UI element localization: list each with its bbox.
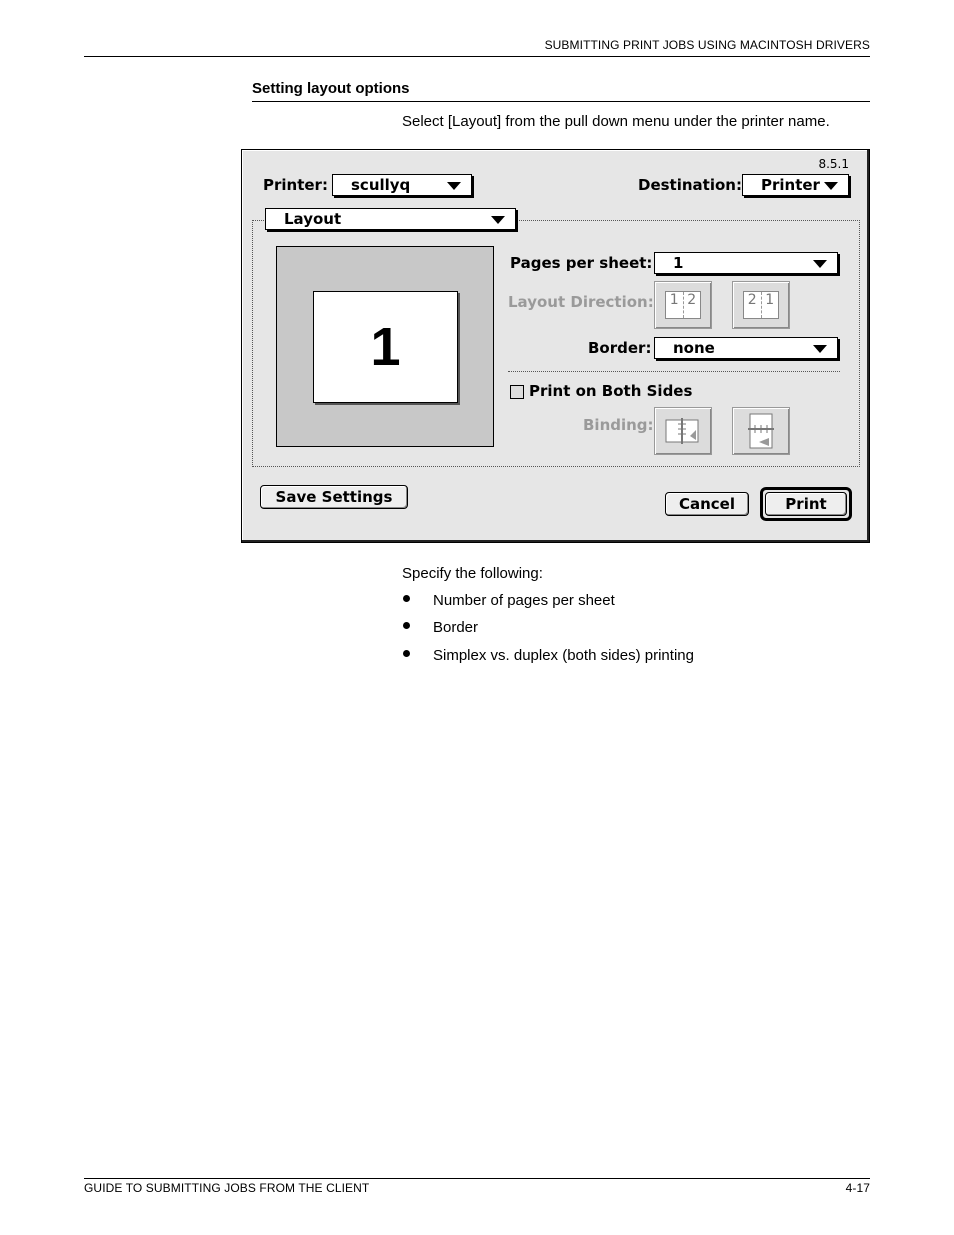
preview-sheet [313, 291, 458, 403]
destination-label: Destination: [638, 176, 742, 194]
chevron-down-icon [813, 345, 827, 353]
chevron-down-icon [491, 216, 505, 224]
printer-select-value: scullyq [351, 176, 411, 194]
bullet-dot [403, 650, 410, 657]
save-settings-button[interactable]: Save Settings [260, 485, 408, 509]
binding-long-edge-button[interactable] [654, 407, 712, 455]
section-rule [252, 101, 870, 102]
printer-select[interactable] [332, 174, 472, 196]
pages-per-sheet-value: 1 [673, 254, 684, 272]
border-select[interactable] [654, 337, 838, 359]
direction-right-to-left-button[interactable] [732, 281, 790, 329]
direction-ltr-icon: 1 2 [665, 291, 701, 319]
printer-label: Printer: [263, 176, 328, 194]
page-number: 4-17 [845, 1181, 870, 1195]
options-divider [508, 371, 840, 372]
version-label: 8.5.1 [818, 157, 849, 171]
print-dialog [241, 149, 870, 543]
bullet-item: Number of pages per sheet [433, 592, 615, 609]
destination-select-value: Printer [761, 176, 820, 194]
print-button-frame [760, 487, 852, 521]
binding-short-edge-icon [745, 412, 777, 450]
header-rule [84, 56, 870, 57]
page-header: SUBMITTING PRINT JOBS USING MACINTOSH DRIVERS [544, 38, 870, 52]
layout-direction-label: Layout Direction: [508, 293, 654, 311]
bullet-item: Simplex vs. duplex (both sides) printing [433, 647, 694, 664]
footer-title: GUIDE TO SUBMITTING JOBS FROM THE CLIENT [84, 1181, 370, 1195]
specify-text: Specify the following: [402, 565, 543, 582]
panel-select-value: Layout [284, 210, 342, 228]
preview-page-number: 1 [370, 317, 401, 377]
binding-short-edge-button[interactable] [732, 407, 790, 455]
chevron-down-icon [447, 182, 461, 190]
border-select-value: none [673, 339, 715, 357]
layout-preview [276, 246, 494, 447]
panel-select[interactable] [265, 208, 516, 230]
chevron-down-icon [824, 182, 838, 190]
section-title: Setting layout options [252, 80, 410, 97]
pages-per-sheet-select[interactable] [654, 252, 838, 274]
intro-text: Select [Layout] from the pull down menu under the printer name. [402, 113, 830, 130]
both-sides-label[interactable]: Print on Both Sides [529, 382, 693, 400]
binding-long-edge-icon [664, 416, 702, 446]
cancel-button[interactable]: Cancel [665, 492, 749, 516]
border-label: Border: [588, 339, 652, 357]
bullet-item: Border [433, 619, 479, 636]
direction-left-to-right-button[interactable] [654, 281, 712, 329]
footer-rule [84, 1178, 870, 1179]
destination-select[interactable] [742, 174, 849, 196]
direction-rtl-icon: 2 1 [743, 291, 779, 319]
pages-per-sheet-label: Pages per sheet: [510, 254, 653, 272]
chevron-down-icon [813, 260, 827, 268]
binding-label: Binding: [583, 416, 654, 434]
both-sides-checkbox[interactable] [510, 385, 524, 399]
print-button[interactable]: Print [765, 492, 847, 516]
bullet-dot [403, 595, 410, 602]
bullet-dot [403, 622, 410, 629]
